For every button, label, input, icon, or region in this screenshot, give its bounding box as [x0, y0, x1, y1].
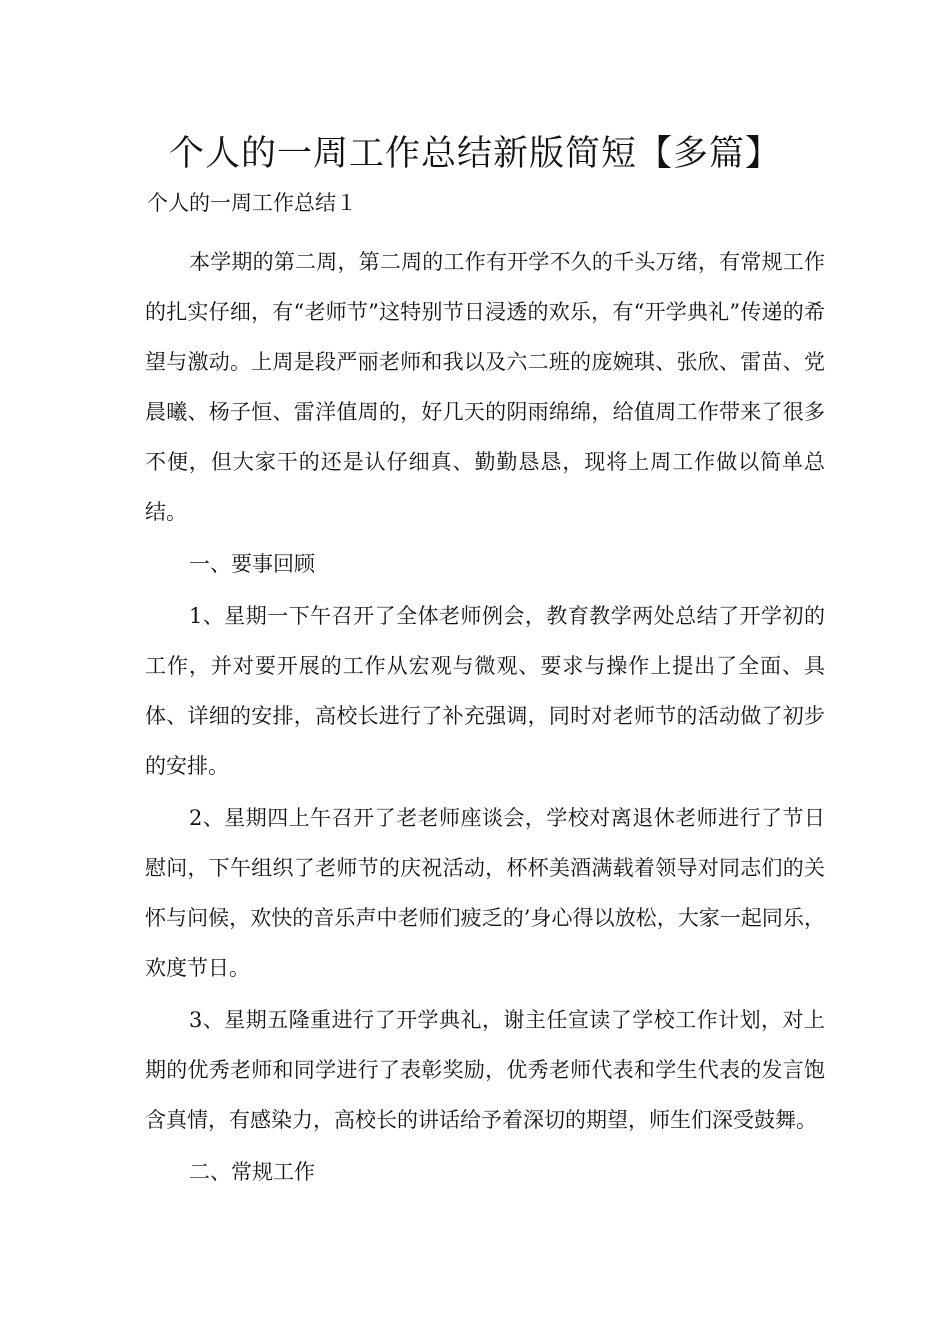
- document-body: [145, 237, 825, 1199]
- document-title: 个人的一周工作总结新版简短【多篇】: [168, 134, 781, 174]
- heading-key-events: 一、要事回顾: [189, 552, 315, 576]
- paragraph-intro: 本学期的第二周，第二周的工作有开学不久的千头万绪，有常规工作的扎实仔细，有“老师节”这特别节日浸透的欢乐，有“开学典礼”传递的希望与激动。上周是段严丽老师和我以及六二班的庞婉琪、张欣、雷苗、党晨曦、杨子恒、雷洋值周的，好几天的阴雨绵绵，给值周工作带来了很多不便，但大家干的还是认仔细真、勤勤恳恳，现将上周工作做以简单总结。: [145, 250, 825, 524]
- paragraph-item-2: 2、星期四上午召开了老老师座谈会，学校对离退休老师进行了节日慰问，下午组织了老师节的庆祝活动，杯杯美酒满载着领导对同志们的关怀与问候，欢快的音乐声中老师们疲乏的’身心得以放松，大家一起同乐，欢度节日。: [145, 806, 825, 980]
- heading-routine-work: 二、常规工作: [189, 1160, 315, 1184]
- paragraph-item-1: 1、星期一下午召开了全体老师例会，教育教学两处总结了开学初的工作，并对要开展的工作从宏观与微观、要求与操作上提出了全面、具体、详细的安排，高校长进行了补充强调，同时对老师节的活动做了初步的安排。: [145, 604, 825, 778]
- section-subtitle: 个人的一周工作总结１: [147, 191, 357, 215]
- paragraph-item-3: 3、星期五隆重进行了开学典礼，谢主任宣读了学校工作计划，对上期的优秀老师和同学进行了表彰奖励，优秀老师代表和学生代表的发言饱含真情，有感染力，高校长的讲话给予着深切的期望，师生们深受鼓舞。: [145, 1008, 825, 1132]
